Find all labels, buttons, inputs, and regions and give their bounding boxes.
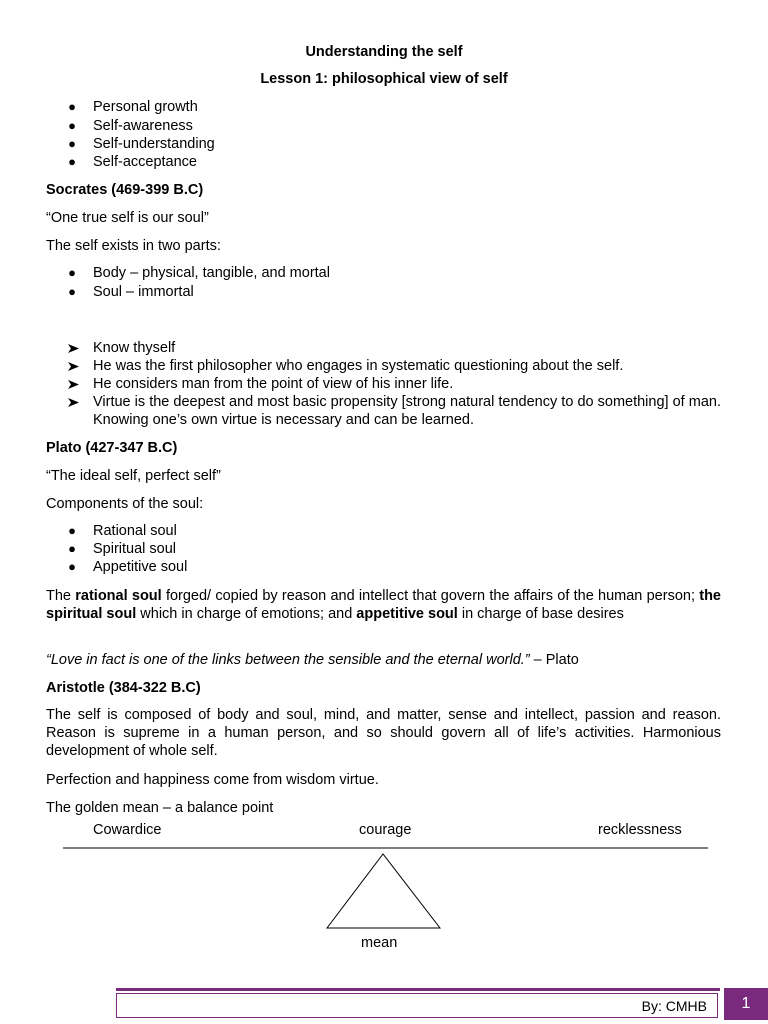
socrates-point: Virtue is the deepest and most basic propensity [strong natural tendency to do something] of man. Knowing one’s own virtue is necessary and can be learned.	[93, 394, 721, 428]
aristotle-paragraph: The self is composed of body and soul, mind, and matter, sense and intellect, passion and reason. Reason is supreme in a human person, and so should govern all of life’s activities. Harmonious development of whole self.	[46, 707, 721, 759]
soul-component: Appetitive soul	[93, 559, 188, 575]
socrates-quote: “One true self is our soul”	[46, 210, 209, 226]
socrates-parts-intro: The self exists in two parts:	[46, 238, 221, 254]
scale-right-label: recklessness	[598, 822, 682, 838]
plato-components-intro: Components of the soul:	[46, 496, 204, 512]
aristotle-virtue: Perfection and happiness come from wisdom virtue.	[46, 772, 379, 788]
love-quote: “Love in fact is one of the links between the sensible and the eternal world.”	[46, 652, 530, 668]
document-title: Understanding the self	[305, 44, 463, 60]
paragraph-text: in charge of base desires	[457, 606, 624, 622]
footer-author: By: CMHB	[641, 998, 707, 1014]
socrates-point: He was the first philosopher who engages in systematic questioning about the self.	[93, 358, 624, 374]
plato-heading: Plato (427-347 B.C)	[46, 440, 178, 456]
socrates-part: Body – physical, tangible, and mortal	[93, 265, 330, 281]
socrates-point: Know thyself	[93, 340, 176, 356]
plato-quote: “The ideal self, perfect self”	[46, 468, 221, 484]
bullet-icon: ●	[68, 541, 76, 556]
footer-rule	[116, 988, 720, 991]
bullet-icon: ●	[68, 284, 76, 299]
soul-component: Rational soul	[93, 523, 177, 539]
plato-paragraph	[46, 587, 721, 623]
rational-soul-term: rational soul	[75, 588, 162, 604]
fulcrum-label: mean	[361, 935, 398, 951]
intro-bullet: Personal growth	[93, 99, 198, 115]
socrates-point: He considers man from the point of view of his inner life.	[93, 376, 454, 392]
scale-left-label: Cowardice	[93, 822, 162, 838]
arrow-bullet-icon	[68, 357, 80, 375]
love-quote-line	[46, 651, 721, 669]
bullet-icon: ●	[68, 559, 76, 574]
intro-bullet: Self-understanding	[93, 136, 215, 152]
bullet-icon: ●	[68, 154, 76, 169]
socrates-heading: Socrates (469-399 B.C)	[46, 182, 204, 198]
socrates-part: Soul – immortal	[93, 284, 194, 300]
appetitive-soul-term: appetitive soul	[356, 606, 458, 622]
footer-box	[116, 993, 718, 1018]
lesson-title: Lesson 1: philosophical view of self	[260, 71, 508, 87]
spiritual-soul-term: the spiritual soul	[46, 588, 721, 622]
bullet-icon: ●	[68, 523, 76, 538]
scale-center-label: courage	[359, 822, 412, 838]
paragraph-text: The	[46, 588, 76, 604]
aristotle-heading: Aristotle (384-322 B.C)	[46, 680, 201, 696]
fulcrum-triangle	[327, 854, 440, 928]
bullet-icon: ●	[68, 265, 76, 280]
intro-bullet: Self-acceptance	[93, 154, 197, 170]
arrow-bullet-icon	[68, 393, 80, 411]
golden-mean-label: The golden mean – a balance point	[46, 800, 274, 816]
golden-mean-diagram	[0, 840, 768, 935]
arrow-bullet-icon	[68, 339, 80, 357]
love-quote-attribution: – Plato	[529, 652, 579, 668]
arrow-bullet-icon	[68, 375, 80, 393]
paragraph-text: which in charge of emotions; and	[136, 606, 357, 622]
bullet-icon: ●	[68, 118, 76, 133]
bullet-icon: ●	[68, 136, 76, 151]
bullet-icon: ●	[68, 99, 76, 114]
page-number: 1	[724, 988, 768, 1020]
intro-bullet: Self-awareness	[93, 118, 193, 134]
paragraph-text: forged/ copied by reason and intellect that govern the affairs of the human person;	[161, 588, 700, 604]
soul-component: Spiritual soul	[93, 541, 177, 557]
